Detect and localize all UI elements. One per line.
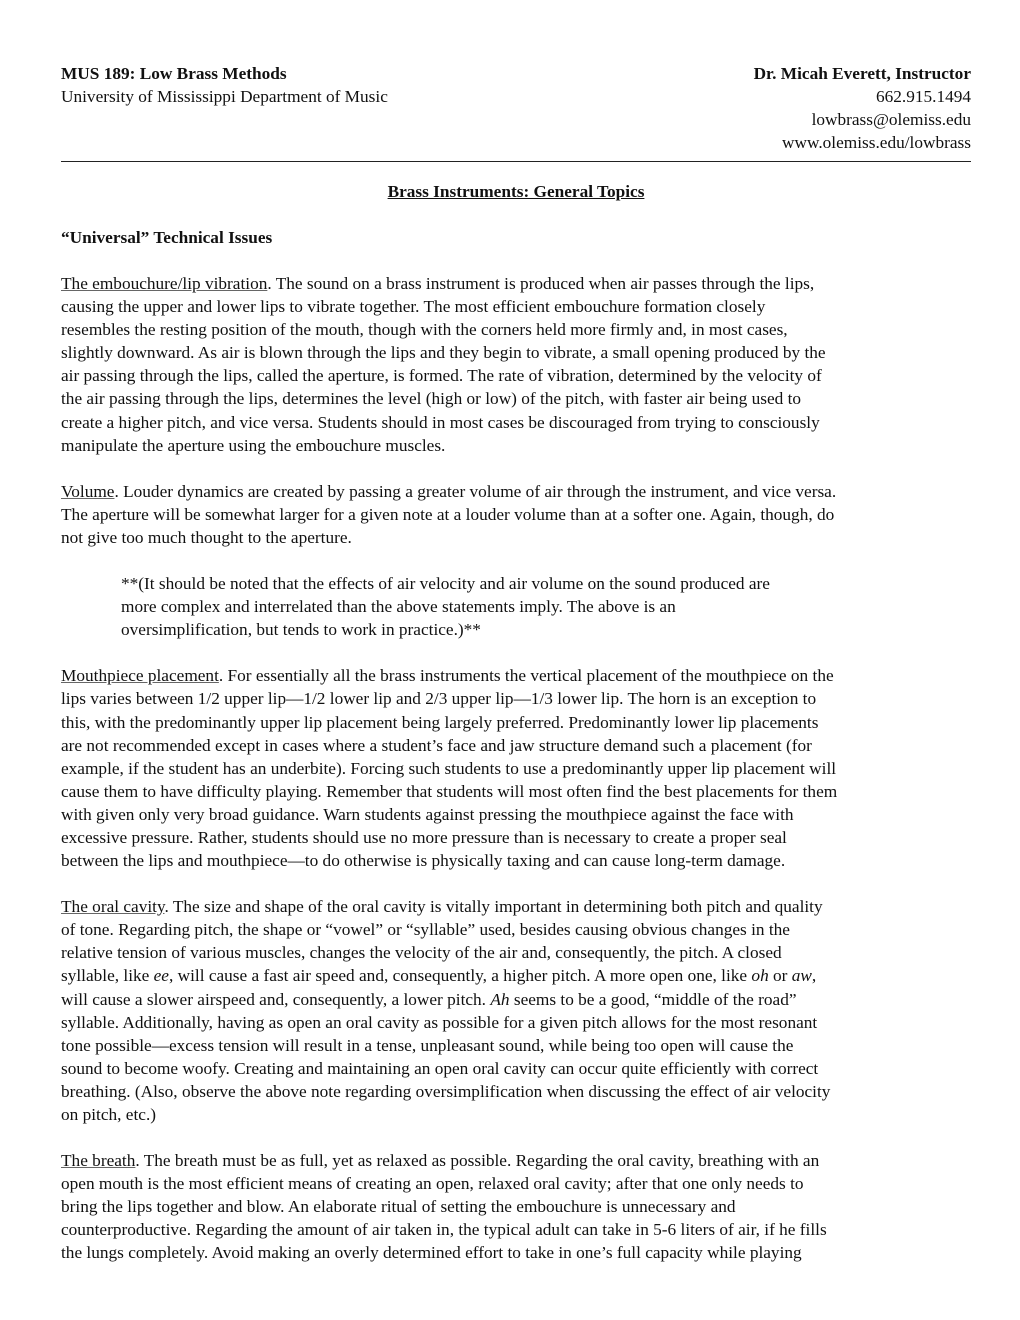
text-line: sound to become woofy. Creating and maintaining an open oral cavity can occur quite efficiently with correct (61, 1058, 819, 1078)
text-line: relative tension of various muscles, changes the velocity of the air and, consequently, the pitch. A closed (61, 943, 782, 963)
text-line: between the lips and mouthpiece—to do otherwise is physically taxing and can cause long-term damage. (61, 851, 786, 871)
text-line: . Louder dynamics are created by passing a greater volume of air through the instrument, and vice versa. (114, 481, 837, 501)
text-line: will cause a slower airspeed and, consequently, a lower pitch. Ah seems to be a good, “middle of the road” (61, 989, 797, 1009)
text-line: . The sound on a brass instrument is produced when air passes through the lips, (267, 274, 815, 293)
text-line: . The breath must be as full, yet as relaxed as possible. Regarding the oral cavity, breathing with an (135, 1151, 820, 1171)
italic-syllable: Ah (490, 989, 510, 1009)
text-line: oversimplification, but tends to work in practice.)** (121, 620, 481, 640)
header-row-3 (61, 108, 971, 131)
paragraph-lead: Mouthpiece placement (61, 666, 219, 686)
text-line: open mouth is the most efficient means of creating an open, relaxed oral cavity; after that one only needs to (61, 1174, 804, 1194)
header-row-1 (61, 62, 971, 85)
paragraph-breath (61, 1149, 971, 1264)
text-line: syllable, like ee, will cause a fast air speed and, consequently, a higher pitch. A more open one, like oh or aw, (61, 966, 817, 986)
text-line: The aperture will be somewhat larger for a given note at a louder volume than at a softer one. Again, though, do (61, 504, 835, 524)
paragraph-oral-cavity (61, 895, 971, 1126)
phone-number: 662.915.1494 (875, 87, 971, 106)
section-heading: “Universal” Technical Issues (61, 228, 273, 247)
text-line: causing the upper and lower lips to vibrate together. The most efficient embouchure formation closely (61, 297, 766, 317)
text-line: of tone. Regarding pitch, the shape or “vowel” or “syllable” used, besides causing obvious changes in the (61, 920, 790, 940)
italic-syllable: ee (153, 966, 169, 986)
text-line: bring the lips together and blow. An elaborate ritual of setting the embouchure is unnecessary and (61, 1197, 736, 1217)
text-line: counterproductive. Regarding the amount of air taken in, the typical adult can take in 5-6 liters of air, if he fills (61, 1220, 827, 1240)
website-link[interactable]: www.olemiss.edu/lowbrass (782, 133, 971, 152)
paragraph-volume (61, 480, 971, 549)
paragraph-embouchure (61, 272, 971, 457)
text-line: **(It should be noted that the effects of air velocity and air volume on the sound produced are (121, 574, 770, 594)
course-title: MUS 189: Low Brass Methods (61, 64, 287, 83)
text-line: excessive pressure. Rather, students should use no more pressure than is necessary to create a proper seal (61, 827, 787, 847)
text-line: air passing through the lips, called the aperture, is formed. The rate of vibration, determined by the velocity of (61, 366, 822, 386)
text-line: with given only very broad guidance. Warn students against pressing the mouthpiece against the face with (61, 804, 794, 824)
paragraph-lead: The breath (61, 1151, 136, 1171)
italic-syllable: oh (751, 966, 769, 986)
header-row-4 (61, 131, 971, 154)
text-line: cause them to have difficulty playing. Remember that students will most often find the best placements for them (61, 781, 838, 801)
text-line: . For essentially all the brass instruments the vertical placement of the mouthpiece on the (218, 666, 834, 686)
text-line: are not recommended except in cases where a student’s face and jaw structure demand such a placement (for (61, 735, 812, 755)
text-line: syllable. Additionally, having as open an oral cavity as possible for a given pitch allows for the most resonant (61, 1012, 818, 1032)
email-address[interactable]: lowbrass@olemiss.edu (811, 110, 971, 129)
text-line: on pitch, etc.) (61, 1105, 157, 1124)
text-line: resembles the resting position of the mouth, though with the corners held more firmly and, in most cases, (61, 320, 788, 340)
text-line: create a higher pitch, and vice versa. Students should in most cases be discouraged from trying to consciously (61, 412, 820, 432)
instructor-name: Dr. Micah Everett, Instructor (753, 64, 971, 83)
department-name: University of Mississippi Department of Music (61, 87, 388, 106)
paragraph-mouthpiece-placement (61, 664, 971, 872)
document-page (61, 62, 971, 1265)
text-line: example, if the student has an underbite). Forcing such students to use a predominantly upper lip placement will (61, 758, 837, 778)
text-line: slightly downward. As air is blown through the lips and they begin to vibrate, a small opening produced by the (61, 343, 826, 363)
text-line: not give too much thought to the aperture. (61, 527, 352, 547)
text-line: the lungs completely. Avoid making an overly determined effort to take in one’s full capacity while playing (61, 1243, 802, 1263)
paragraph-lead: The oral cavity (61, 897, 165, 917)
italic-syllable: aw (791, 966, 812, 986)
document-title: Brass Instruments: General Topics (387, 182, 645, 201)
text-line: breathing. (Also, observe the above note regarding oversimplification when discussing the effect of air velocity (61, 1081, 831, 1101)
text-line: lips varies between 1/2 upper lip—1/2 lower lip and 2/3 upper lip—1/3 lower lip. The horn is an exception to (61, 689, 817, 709)
oversimplification-note (121, 572, 971, 641)
text-line: . The size and shape of the oral cavity is vitally important in determining both pitch and quality (164, 897, 823, 917)
header-divider (61, 161, 971, 162)
header-row-2 (61, 85, 971, 108)
paragraph-lead: Volume (61, 481, 115, 501)
paragraph-lead: The embouchure/lip vibration (61, 274, 268, 293)
text-line: this, with the predominantly upper lip placement being largely preferred. Predominantly lower lip placements (61, 712, 819, 732)
text-line: tone possible—excess tension will result in a tense, unpleasant sound, while being too open will cause the (61, 1035, 794, 1055)
text-line: manipulate the aperture using the embouchure muscles. (61, 435, 446, 455)
text-line: more complex and interrelated than the above statements imply. The above is an (121, 597, 676, 617)
text-line: the air passing through the lips, determines the level (high or low) of the pitch, with faster air being used to (61, 389, 802, 409)
